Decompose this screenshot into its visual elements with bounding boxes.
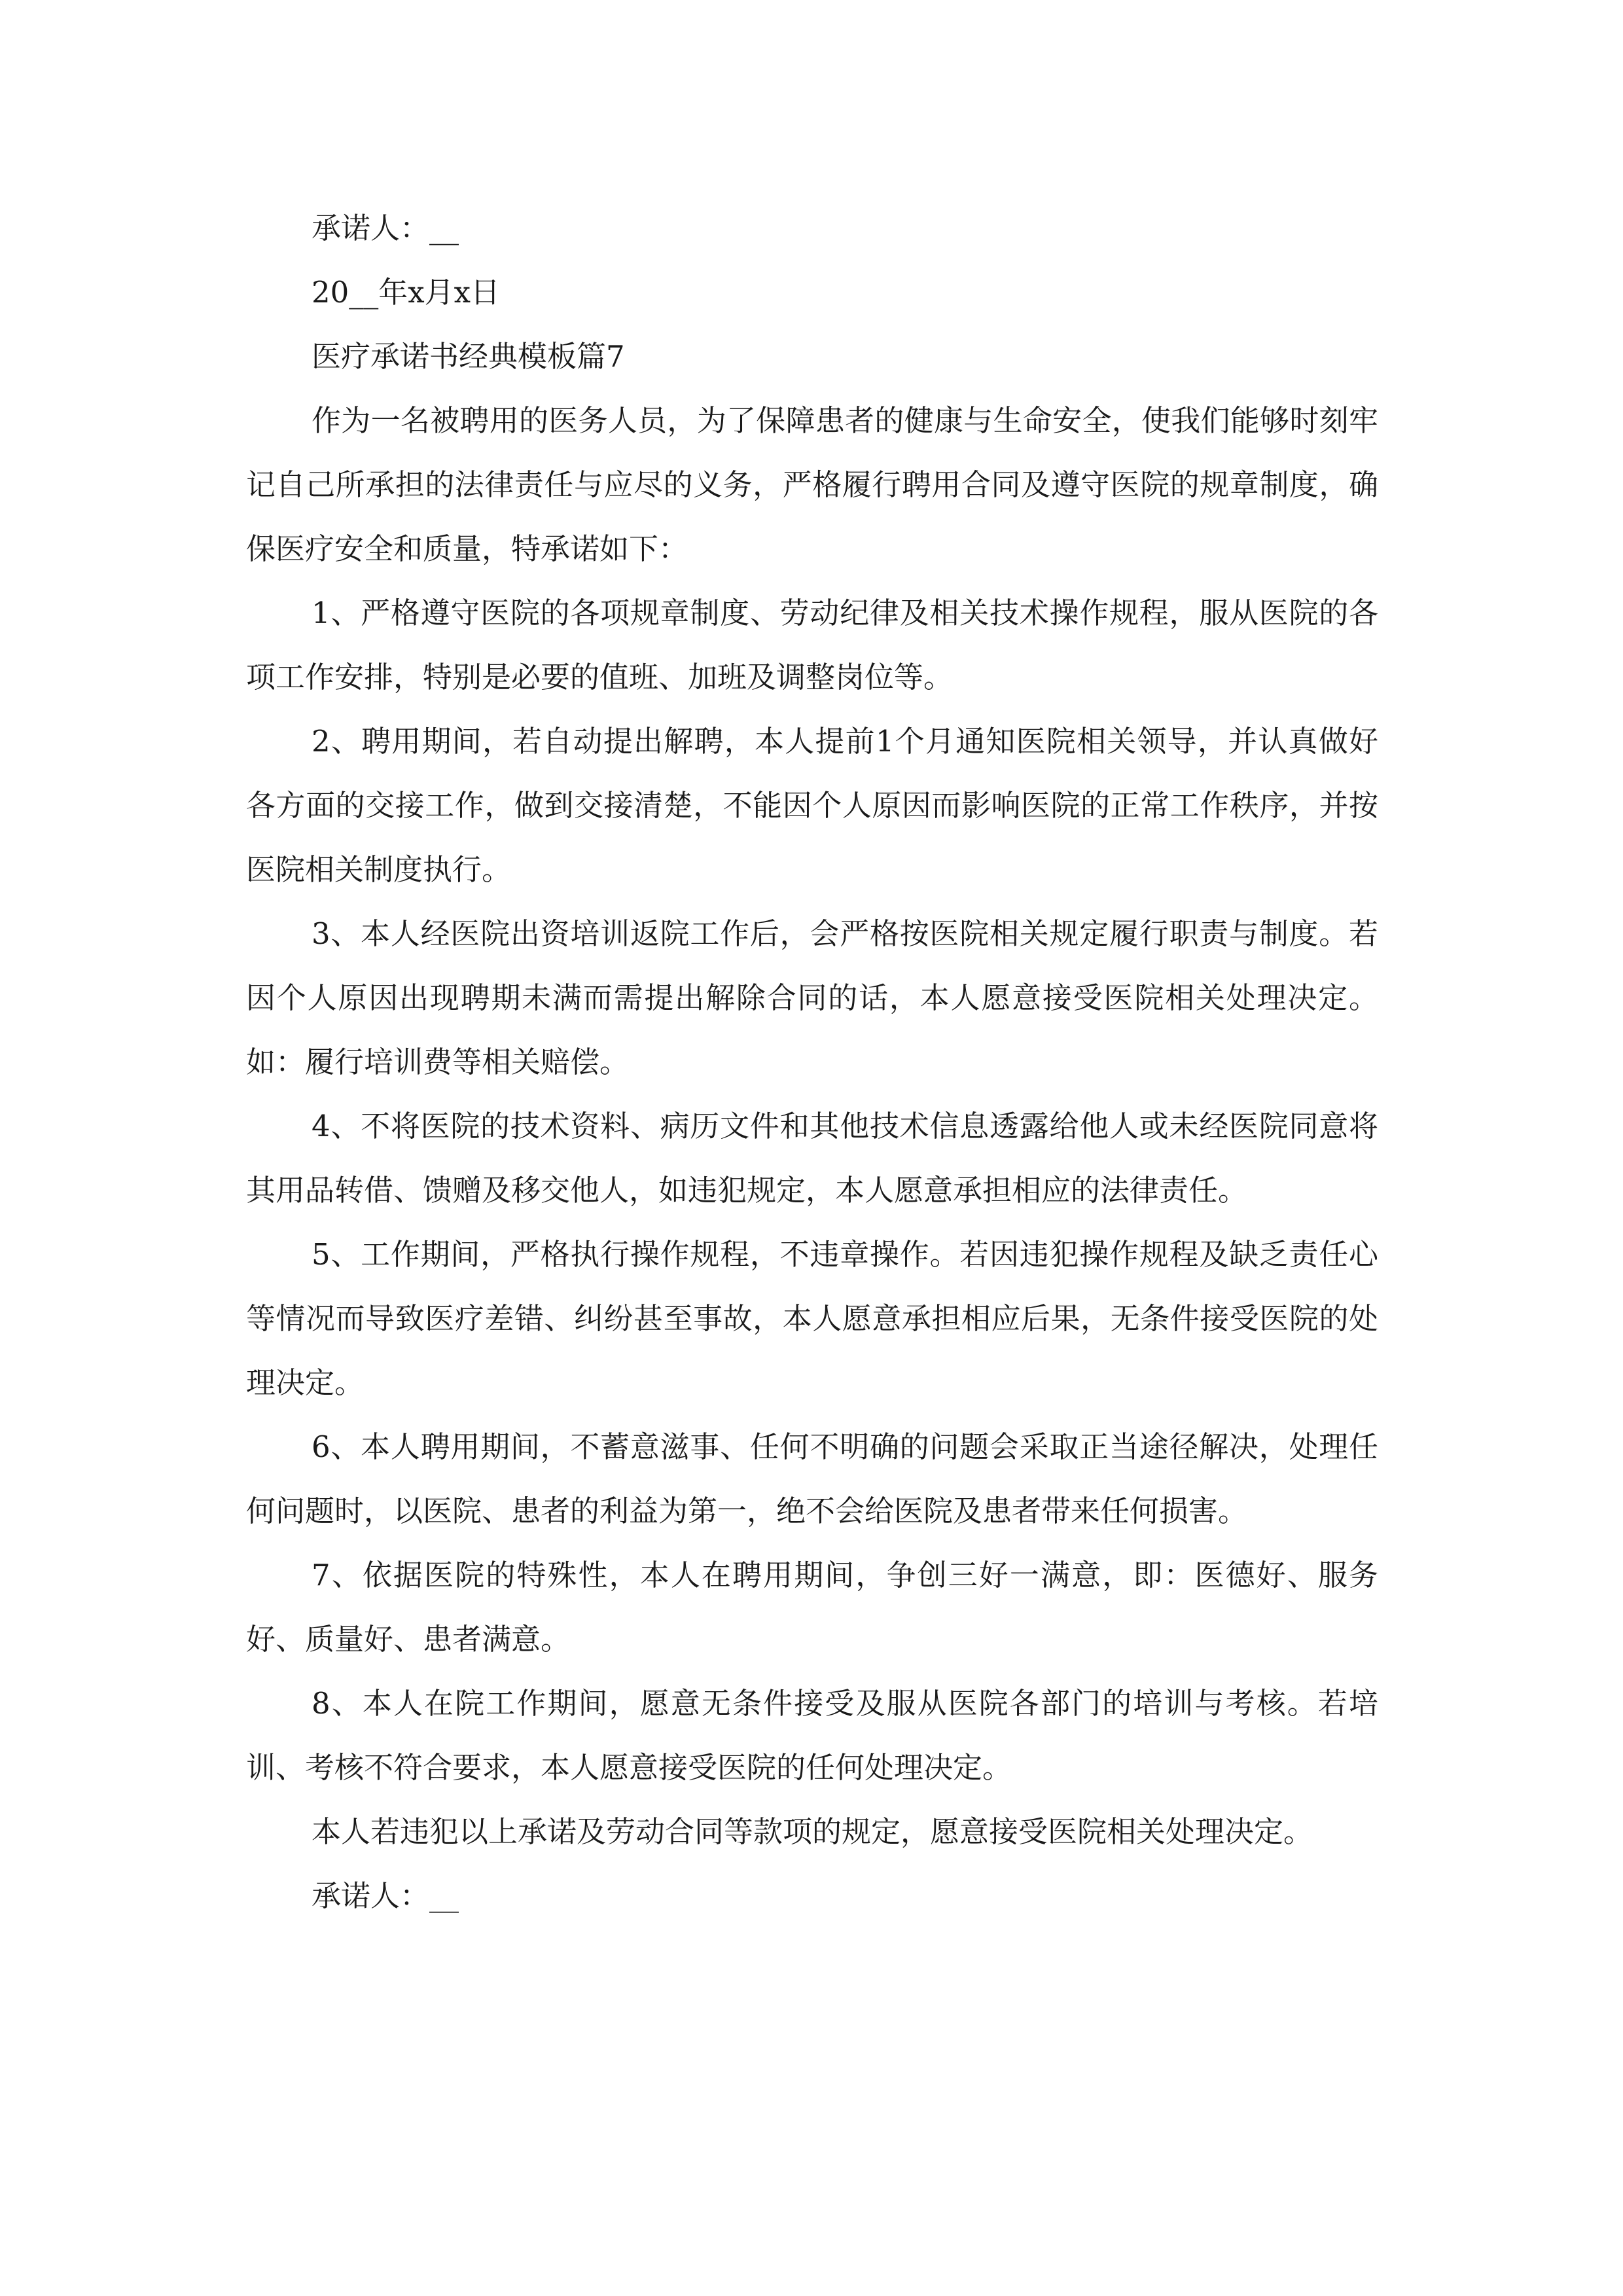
commitment-item-3: 3、本人经医院出资培训返院工作后，会严格按医院相关规定履行职责与制度。若因个人原因出现聘期未满而需提出解除合同的话，本人愿意接受医院相关处理决定。如：履行培训费等相关赔偿。 xyxy=(246,916,1378,1079)
commitment-item-8: 8、本人在院工作期间，愿意无条件接受及服从医院各部门的培训与考核。若培训、考核不符合要求，本人愿意接受医院的任何处理决定。 xyxy=(246,1686,1378,1785)
commitment-item-6: 6、本人聘用期间，不蓄意滋事、任何不明确的问题会采取正当途径解决，处理任何问题时，以医院、患者的利益为第一，绝不会给医院及患者带来任何损害。 xyxy=(246,1429,1378,1528)
commitment-item-4: 4、不将医院的技术资料、病历文件和其他技术信息透露给他人或未经医院同意将其用品转借、馈赠及移交他人，如违犯规定，本人愿意承担相应的法律责任。 xyxy=(246,1109,1378,1208)
commitment-item-2: 2、聘用期间，若自动提出解聘，本人提前1个月通知医院相关领导，并认真做好各方面的交接工作，做到交接清楚，不能因个人原因而影响医院的正常工作秩序，并按医院相关制度执行。 xyxy=(246,724,1378,887)
commitment-item-7: 7、依据医院的特殊性，本人在聘用期间，争创三好一满意，即：医德好、服务好、质量好、患者满意。 xyxy=(246,1558,1378,1657)
commitment-item-1: 1、严格遵守医院的各项规章制度、劳动纪律及相关技术操作规程，服从医院的各项工作安排，特别是必要的值班、加班及调整岗位等。 xyxy=(246,596,1378,694)
closing-statement: 本人若违犯以上承诺及劳动合同等款项的规定，愿意接受医院相关处理决定。 xyxy=(312,1814,1313,1849)
commitment-item-5: 5、工作期间，严格执行操作规程，不违章操作。若因违犯操作规程及缺乏责任心等情况而导致医疗差错、纠纷甚至事故，本人愿意承担相应后果，无条件接受医院的处理决定。 xyxy=(246,1237,1378,1400)
document-body xyxy=(246,196,1378,1928)
intro-paragraph: 作为一名被聘用的医务人员，为了保障患者的健康与生命安全，使我们能够时刻牢记自己所承担的法律责任与应尽的义务，严格履行聘用合同及遵守医院的规章制度，确保医疗安全和质量，特承诺如下： xyxy=(246,403,1378,566)
date-line: 20__年x月x日 xyxy=(312,275,501,310)
signer-line-bottom: 承诺人：__ xyxy=(312,1878,459,1913)
signer-line-top: 承诺人：__ xyxy=(312,211,459,245)
section-title: 医疗承诺书经典模板篇7 xyxy=(312,339,625,374)
